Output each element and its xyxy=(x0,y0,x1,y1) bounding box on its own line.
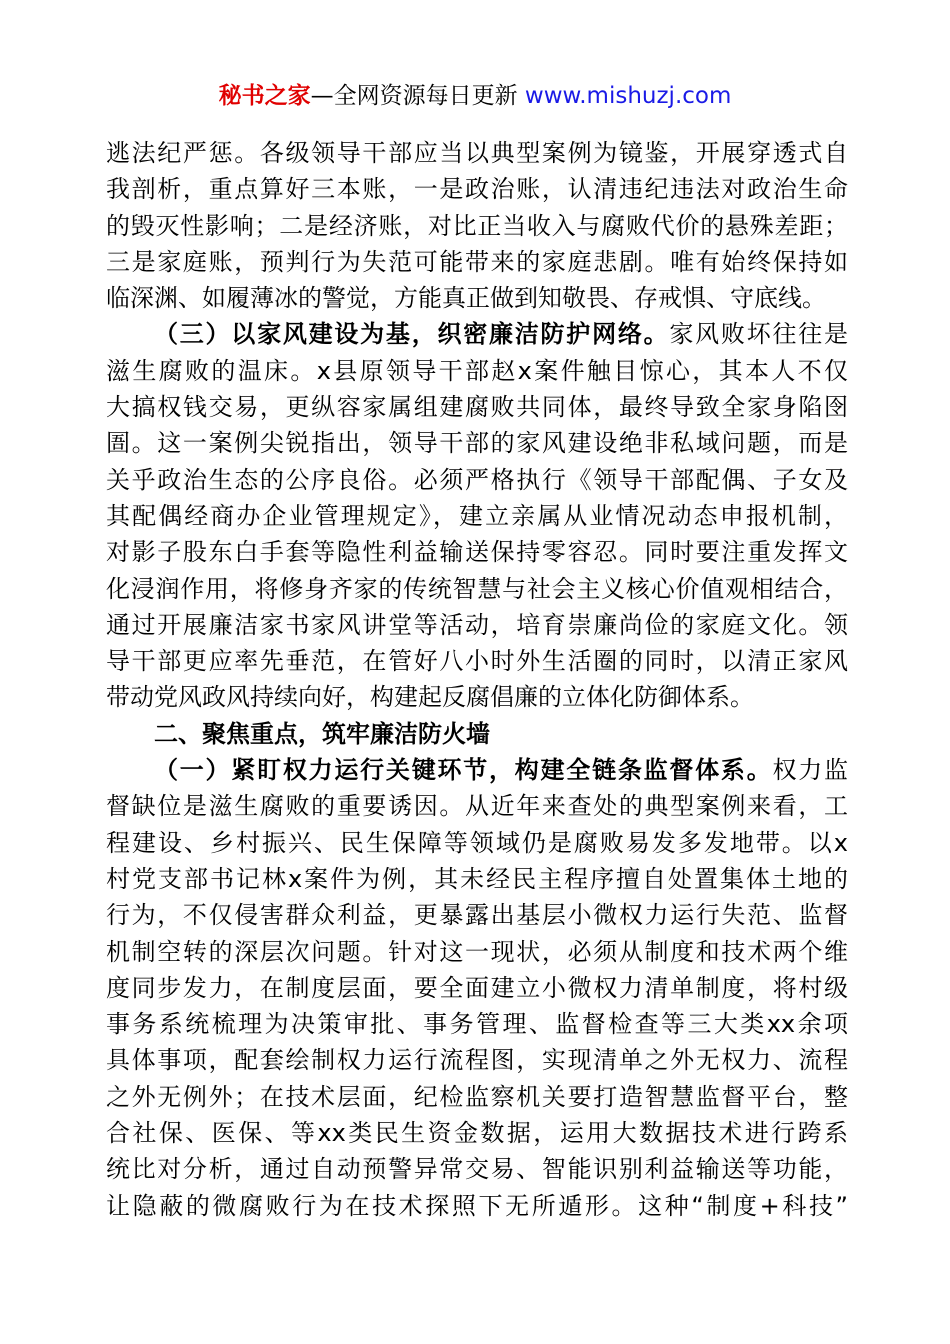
text-line xyxy=(106,571,848,607)
line-text: 导干部更应率先垂范，在管好八小时外生活圈的同时，以清正家风 xyxy=(106,647,848,676)
line-text: 机制空转的深层次问题。针对这一现状，必须从制度和技术两个维 xyxy=(106,937,848,966)
text-line xyxy=(106,534,848,570)
text-line xyxy=(106,1006,848,1042)
line-text: 化浸润作用，将修身齐家的传统智慧与社会主义核心价值观相结合， xyxy=(106,574,848,603)
line-text: 的毁灭性影响；二是经济账，对比正当收入与腐败代价的悬殊差距； xyxy=(106,211,848,240)
document-body xyxy=(106,135,848,1224)
text-line xyxy=(106,135,848,171)
line-text: 滋生腐败的温床。x县原领导干部赵x案件触目惊心，其本人不仅 xyxy=(106,356,848,385)
text-line xyxy=(106,752,848,788)
text-line xyxy=(106,1151,848,1187)
text-line xyxy=(106,353,848,389)
text-line xyxy=(106,389,848,425)
text-line xyxy=(106,1188,848,1224)
line-text: 我剖析，重点算好三本账，一是政治账，认清违纪违法对政治生命 xyxy=(106,175,848,204)
text-line xyxy=(106,1042,848,1078)
line-text: 临深渊、如履薄冰的警觉，方能真正做到知敬畏、存戒惧、守底线。 xyxy=(106,284,826,313)
text-line xyxy=(106,716,848,752)
text-line xyxy=(106,316,848,352)
bold-heading: 二、聚焦重点，筑牢廉洁防火墙 xyxy=(154,719,490,748)
line-text: 其配偶经商办企业管理规定》，建立亲属从业情况动态申报机制， xyxy=(106,501,848,530)
line-text: 度同步发力，在制度层面，要全面建立小微权力清单制度，将村级 xyxy=(106,973,848,1002)
line-text: 事务系统梳理为决策审批、事务管理、监督检查等三大类xx余项 xyxy=(106,1010,848,1039)
line-text: 程建设、乡村振兴、民生保障等领域仍是腐败易发多发地带。以x xyxy=(106,828,848,857)
line-text: 村党支部书记林x案件为例，其未经民主程序擅自处置集体土地的 xyxy=(106,864,848,893)
line-text: 通过开展廉洁家书家风讲堂等活动，培育崇廉尚俭的家庭文化。领 xyxy=(106,610,848,639)
line-text: 三是家庭账，预判行为失范可能带来的家庭悲剧。唯有始终保持如 xyxy=(106,247,848,276)
text-line xyxy=(106,825,848,861)
line-text: 行为，不仅侵害群众利益，更暴露出基层小微权力运行失范、监督 xyxy=(106,901,848,930)
line-text: 具体事项，配套绘制权力运行流程图，实现清单之外无权力、流程 xyxy=(106,1046,848,1075)
bold-heading: （一）紧盯权力运行关键环节，构建全链条监督体系。 xyxy=(154,756,773,785)
line-text: 之外无例外；在技术层面，纪检监察机关要打造智慧监督平台，整 xyxy=(106,1082,848,1111)
line-text: 大搞权钱交易，更纵容家属组建腐败共同体，最终导致全家身陷囹 xyxy=(106,393,848,422)
line-text: 对影子股东白手套等隐性利益输送保持零容忍。同时要注重发挥文 xyxy=(106,538,848,567)
line-text: 带动党风政风持续向好，构建起反腐倡廉的立体化防御体系。 xyxy=(106,683,754,712)
text-line xyxy=(106,244,848,280)
line-text: 逃法纪严惩。各级领导干部应当以典型案例为镜鉴，开展穿透式自 xyxy=(106,139,848,167)
text-line xyxy=(106,861,848,897)
line-text: 让隐蔽的微腐败行为在技术探照下无所遁形。这种“制度+科技” xyxy=(106,1191,848,1220)
text-line xyxy=(106,1079,848,1115)
site-tagline: —全网资源每日更新 xyxy=(310,83,525,109)
text-line xyxy=(106,280,848,316)
line-text: 家风败坏往往是 xyxy=(669,320,849,349)
text-line xyxy=(106,1115,848,1151)
text-line xyxy=(106,462,848,498)
site-url-link[interactable]: www.mishuzj.com xyxy=(524,83,732,109)
text-line xyxy=(106,171,848,207)
text-line xyxy=(106,498,848,534)
text-line xyxy=(106,679,848,715)
text-line xyxy=(106,934,848,970)
bold-heading: （三）以家风建设为基，织密廉洁防护网络。 xyxy=(154,320,670,349)
text-line xyxy=(106,607,848,643)
line-text: 统比对分析，通过自动预警异常交易、智能识别利益输送等功能， xyxy=(106,1155,848,1184)
line-text: 合社保、医保、等xx类民生资金数据，运用大数据技术进行跨系 xyxy=(106,1119,848,1148)
text-line xyxy=(106,425,848,461)
line-text: 关乎政治生态的公序良俗。必须严格执行《领导干部配偶、子女及 xyxy=(106,465,848,494)
text-line xyxy=(106,897,848,933)
line-text: 督缺位是滋生腐败的重要诱因。从近年来查处的典型案例来看，工 xyxy=(106,792,848,821)
site-brand: 秘书之家 xyxy=(218,83,311,109)
line-text: 圄。这一案例尖锐指出，领导干部的家风建设绝非私域问题，而是 xyxy=(106,429,848,458)
text-line xyxy=(106,788,848,824)
site-header xyxy=(0,80,950,112)
text-line xyxy=(106,208,848,244)
text-line xyxy=(106,643,848,679)
text-line xyxy=(106,970,848,1006)
line-text: 权力监 xyxy=(772,756,849,785)
